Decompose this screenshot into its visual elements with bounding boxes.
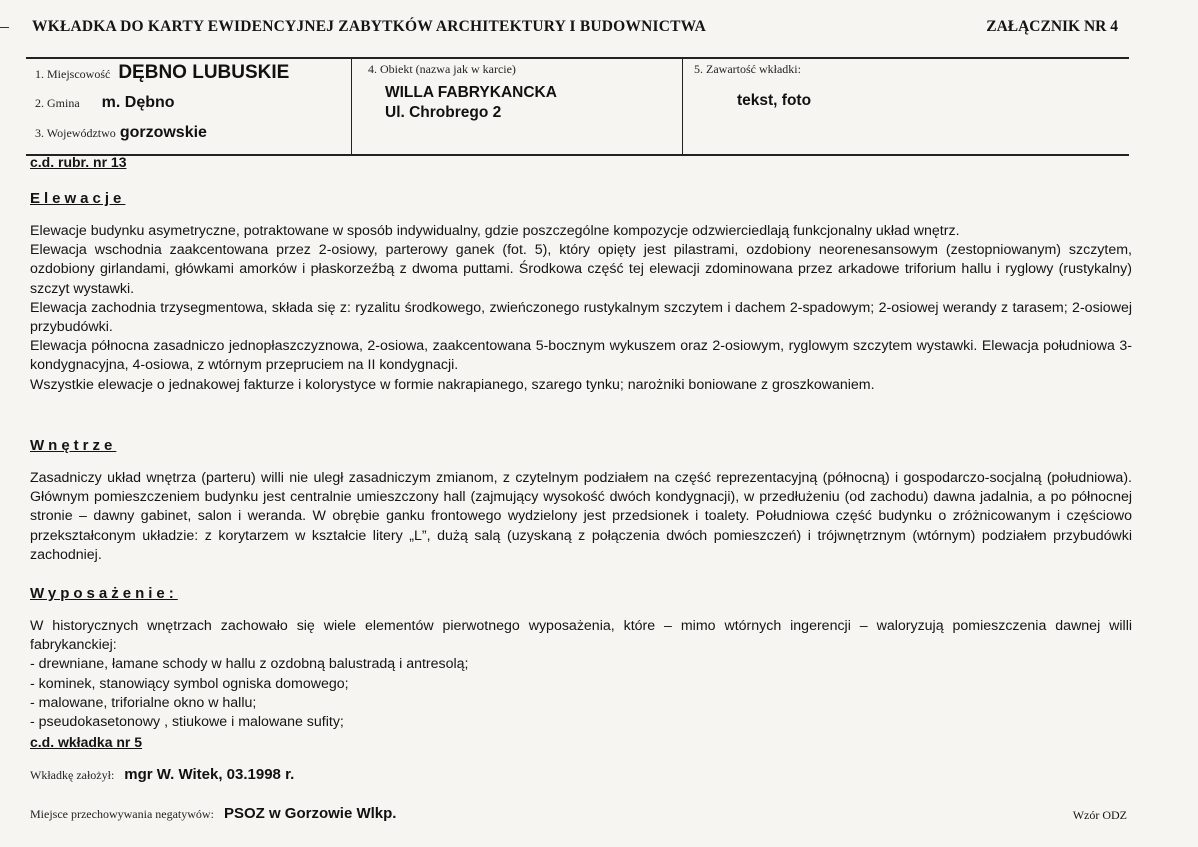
author-value: mgr W. Witek, 03.1998 r. <box>124 766 295 783</box>
elevations-paragraph: Wszystkie elewacje o jednakowej fakturze i kolorystyce w formie nakrapianego, szarego tynku; narożniki boniowane z groszkowaniem. <box>30 376 875 393</box>
info-box <box>26 57 1129 156</box>
equipment-item: - kominek, stanowiący symbol ogniska domowego; <box>30 675 349 692</box>
voivodeship-label: 3. Województwo <box>35 126 116 140</box>
interior-paragraph: Zasadniczy układ wnętrza (parteru) willi nie uległ zasadniczym zmianom, z czytelnym podziałem na część reprezentacyjną (północną) i gospodarczo-socjalną (południowa). Głównym pomieszczeniem budynku jest centralnie umieszczony hall (zajmujący wysokość dwóch kondygnacji), w przedłużeniu (od zachodu) dawna jadalnia, a po północnej stronie – dawny gabinet, salon i weranda. W obrębie ganku frontowego wydzielony jest przedsionek i toalety. Południowa część budynku o zróżnicowanym i częściowo przekształconym układzie: z korytarzem w kształcie litery „L”, dużą salą (uzyskaną z połączenia dwóch pomieszczeń) i trójwnętrznym (wtórnym) podziałem przybudówki zachodniej. <box>30 470 1132 563</box>
interior-heading: Wnętrze <box>30 437 117 454</box>
continuation-note-top: c.d. rubr. nr 13 <box>30 154 127 170</box>
storage-row <box>30 805 396 822</box>
object-cell <box>351 59 683 154</box>
equipment-intro: W historycznych wnętrzach zachowało się wiele elementów pierwotnego wyposażenia, które – mimo wtórnych ingerencji – waloryzują pomieszczenia dawnej willi fabrykanckiej: <box>30 618 1132 654</box>
form-template-tag: Wzór ODZ <box>1072 808 1127 822</box>
author-label: Wkładkę założył: <box>30 768 115 782</box>
equipment-text <box>30 617 1132 732</box>
equipment-item: - drewniane, łamane schody w hallu z ozdobną balustradą i antresolą; <box>30 656 469 673</box>
content-cell <box>682 59 1130 154</box>
annex-number: ZAŁĄCZNIK NR 4 <box>986 18 1118 35</box>
continuation-note-bottom: c.d. wkładka nr 5 <box>30 734 143 750</box>
location-label: 1. Miejscowość <box>35 67 111 81</box>
commune-value: m. Dębno <box>101 94 175 111</box>
object-label: 4. Obiekt (nazwa jak w karcie) <box>368 62 516 76</box>
elevations-text <box>30 222 1132 395</box>
page-edge-mark <box>0 27 9 28</box>
elevations-paragraph: Elewacja północna zasadniczo jednopłaszczyznowa, 2-osiowa, zaakcentowana 5-bocznym wykuszem oraz 2-osiowym, ryglowym szczytem wystawki. Elewacja południowa 3-kondygnacyjna, 4-osiowa, z wtórnym przepruciem na II kondygnacji. <box>30 338 1132 374</box>
content-value: tekst, foto <box>737 92 812 109</box>
storage-label: Miejsce przechowywania negatywów: <box>30 807 214 821</box>
equipment-heading: Wyposażenie: <box>30 585 178 602</box>
author-row <box>30 766 294 783</box>
location-value: DĘBNO LUBUSKIE <box>118 62 290 83</box>
content-label: 5. Zawartość wkładki: <box>694 62 801 76</box>
elevations-paragraph: Elewacja zachodnia trzysegmentowa, składa się z: ryzalitu środkowego, zwieńczonego rustykalnym szczytem i dachem 2-spadowym; 2-osiowej werandy z tarasem; 2-osiowej przybudówki. <box>30 299 1132 336</box>
interior-text <box>30 469 1132 565</box>
equipment-list <box>30 655 1132 732</box>
commune-label: 2. Gmina <box>35 96 80 110</box>
equipment-item: - pseudokasetonowy , stiukowe i malowane sufity; <box>30 714 344 731</box>
location-row <box>35 62 289 84</box>
voivodeship-value: gorzowskie <box>119 124 207 141</box>
storage-value: PSOZ w Gorzowie Wlkp. <box>223 805 397 822</box>
location-cell <box>26 59 351 154</box>
object-name: WILLA FABRYKANCKA <box>385 84 557 101</box>
elevations-paragraph: Elewacja wschodnia zaakcentowana przez 2-osiowy, parterowy ganek (fot. 5), który opięty jest pilastrami, ozdobiony neorenesansowym (zestopniowanym) szczytem, ozdobiony girlandami, główkami amorków i płaskorzeźbą z dwoma puttami. Środkowa część tej elewacji zdominowana przez arkadowe triforium hallu i ryglowy (rustykalny) szczyt wystawki. <box>30 242 1132 297</box>
commune-row <box>35 94 175 112</box>
object-address: Ul. Chrobrego 2 <box>385 104 502 121</box>
voivodeship-row <box>35 124 207 142</box>
equipment-item: - malowane, triforialne okno w hallu; <box>30 694 257 711</box>
document-title: WKŁADKA DO KARTY EWIDENCYJNEJ ZABYTKÓW ARCHITEKTURY I BUDOWNICTWA <box>32 18 707 35</box>
elevations-paragraph: Elewacje budynku asymetryczne, potraktowane w sposób indywidualny, gdzie poszczególne kompozycje odzwierciedlają funkcjonalny układ wnętrz. <box>30 223 960 239</box>
elevations-heading: Elewacje <box>30 190 126 207</box>
